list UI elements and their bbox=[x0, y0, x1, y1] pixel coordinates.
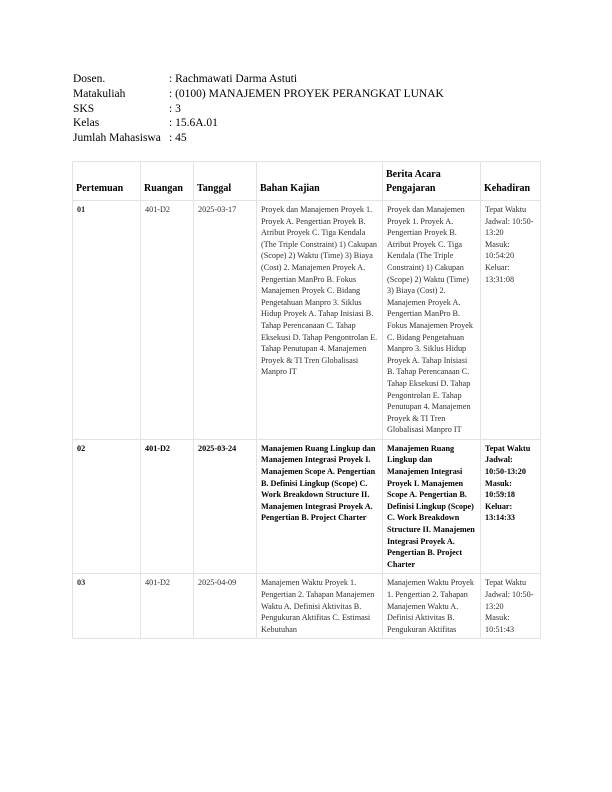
attendance-schedule: Jadwal: 10:50-13:20 bbox=[485, 590, 534, 611]
info-label: Dosen. bbox=[73, 73, 106, 85]
header-bahan-kajian: Bahan Kajian bbox=[257, 162, 383, 201]
info-row-dosen bbox=[73, 72, 444, 87]
attendance-table bbox=[72, 161, 541, 639]
attendance-checkin: Masuk: 10:54:20 bbox=[485, 239, 515, 261]
attendance-status: Tepat Waktu bbox=[485, 578, 527, 588]
study-material: Manajemen Ruang Lingkup dan Manajemen Integrasi Proyek I. Manajemen Scope A. Pengertian B. Definisi Lingkup (Scope) C. Work Breakdown Structure II. Manajemen Integrasi Proyek A. Pengertian B. Project Charter bbox=[257, 439, 383, 574]
info-value: : 3 bbox=[169, 102, 181, 115]
info-row-jumlah-mahasiswa bbox=[73, 131, 444, 146]
teaching-report: Manajemen Waktu Proyek 1. Pengertian 2. Tahapan Manajemen Waktu A. Definisi Aktivitas B. Pengukuran Aktifitas bbox=[383, 574, 481, 639]
header-kehadiran: Kehadiran bbox=[481, 162, 541, 201]
date: 2025-03-17 bbox=[194, 201, 257, 440]
course-info bbox=[73, 72, 444, 146]
info-value: : 45 bbox=[169, 132, 187, 145]
room: 401-D2 bbox=[141, 201, 194, 440]
info-value: : 15.6A.01 bbox=[169, 117, 218, 130]
meeting-number: 02 bbox=[73, 439, 141, 574]
info-label: SKS bbox=[73, 102, 95, 115]
info-row-kelas bbox=[73, 116, 444, 131]
attendance-checkout: Keluar: 13:31:08 bbox=[485, 262, 515, 284]
date: 2025-04-09 bbox=[194, 574, 257, 639]
table-row bbox=[73, 439, 541, 574]
info-value: : (0100) MANAJEMEN PROYEK PERANGKAT LUNAK bbox=[169, 87, 444, 100]
room: 401-D2 bbox=[141, 574, 194, 639]
info-value: : Rachmawati Darma Astuti bbox=[169, 73, 298, 85]
header-tanggal: Tanggal bbox=[194, 162, 257, 201]
room: 401-D2 bbox=[141, 439, 194, 574]
teaching-report: Manajemen Ruang Lingkup dan Manajemen Integrasi Proyek I. Manajemen Scope A. Pengertian B. Definisi Lingkup (Scope) C. Work Breakdown Structure II. Manajemen Integrasi Proyek A. Pengertian B. Project Charter bbox=[383, 439, 481, 574]
attendance-checkin: Masuk: 10:59:18 bbox=[485, 478, 516, 500]
attendance-checkin: Masuk: 10:51:43 bbox=[485, 613, 515, 634]
attendance-status: Tepat Waktu bbox=[485, 205, 527, 214]
meeting-number: 01 bbox=[73, 201, 141, 440]
header-berita-acara: Berita Acara Pengajaran bbox=[383, 162, 481, 201]
info-row-matakuliah bbox=[73, 87, 444, 102]
attendance bbox=[481, 201, 541, 440]
header-pertemuan: Pertemuan bbox=[73, 162, 141, 201]
attendance-schedule: Jadwal: 10:50-13:20 bbox=[485, 455, 526, 477]
study-material: Proyek dan Manajemen Proyek 1. Proyek A. Pengertian Proyek B. Atribut Proyek C. Tiga Kendala (The Triple Constraint) 1) Cakupan (Scope) 2) Waktu (Time) 3) Biaya (Cost) 2. Manajemen Proyek A. Pengertian ManPro B. Fokus Manajemen Proyek C. Bidang Pengetahuan Manpro 3. Siklus Hidup Proyek A. Tahap Inisiasi B. Tahap Perencanaan C. Tahap Eksekusi D. Tahap Pengontrolan E. Tahap Penutupan 4. Manajemen Proyek & TI Tren Globalisasi Manpro IT bbox=[257, 201, 383, 440]
table-header-row bbox=[73, 162, 541, 201]
meeting-number: 03 bbox=[73, 574, 141, 639]
info-label: Kelas bbox=[73, 117, 100, 130]
attendance-status: Tepat Waktu bbox=[485, 443, 531, 453]
attendance-checkout: Keluar: 13:14:33 bbox=[485, 501, 516, 523]
info-label: Jumlah Mahasiswa bbox=[73, 132, 161, 145]
info-row-sks bbox=[73, 102, 444, 117]
header-ruangan: Ruangan bbox=[141, 162, 194, 201]
teaching-report: Proyek dan Manajemen Proyek 1. Proyek A. Pengertian Proyek B. Atribut Proyek C. Tiga Kendala (The Triple Constraint) 1) Cakupan (Scope) 2) Waktu (Time) 3) Biaya (Cost) 2. Manajemen Proyek A. Pengertian ManPro B. Fokus Manajemen Proyek C. Bidang Pengetahuan Manpro 3. Siklus Hidup Proyek A. Tahap Inisiasi B. Tahap Perencanaan C. Tahap Eksekusi D. Tahap Pengontrolan E. Tahap Penutupan 4. Manajemen Proyek & TI Tren Globalisasi Manpro IT bbox=[383, 201, 481, 440]
table-row bbox=[73, 201, 541, 440]
table-row bbox=[73, 574, 541, 639]
date: 2025-03-24 bbox=[194, 439, 257, 574]
attendance bbox=[481, 439, 541, 574]
attendance-schedule: Jadwal: 10:50-13:20 bbox=[485, 216, 534, 238]
attendance bbox=[481, 574, 541, 639]
study-material: Manajemen Waktu Proyek 1. Pengertian 2. Tahapan Manajemen Waktu A. Definisi Aktivitas B. Pengukuran Aktifitas C. Estimasi Kebutuhan bbox=[257, 574, 383, 639]
info-label: Matakuliah bbox=[73, 87, 126, 100]
